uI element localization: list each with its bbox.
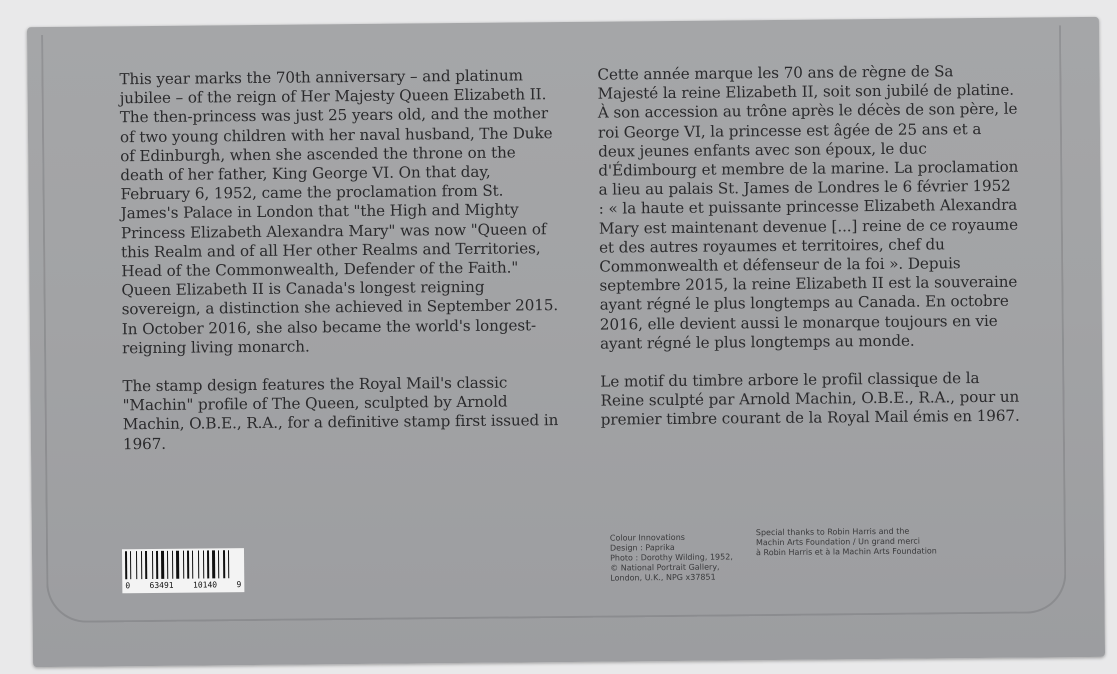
acknowledgements: Special thanks to Robin Harris and the Machin Arts Foundation / Un grand merci à Robin Harris et à la Machin Arts Foundation [755,526,937,558]
envelope-back [27,17,1105,667]
french-paragraph-2: Le motif du timbre arbore le profil classique de la Reine sculpté par Arnold Machin, O.B.E., R.A., pour un premier timbre courant de la Royal Mail émis en 1967. [600,369,1020,430]
english-paragraph-2: The stamp design features the Royal Mail's classic "Machin" profile of The Queen, sculpted by Arnold Machin, O.B.E., R.A., for a definitive stamp first issued in 1967. [122,373,559,453]
english-paragraph-1: This year marks the 70th anniversary – and platinum jubilee – of the reign of Her Majesty Queen Elizabeth II. The then-princess was just 25 years old, and the mother of two young children with her naval husband, The Duke of Edinburgh, when she ascended the throne on the death of her father, King George VI. On that day, February 6, 1952, came the proclamation from St. James's Palace in London that "the High and Mighty Princess Elizabeth Alexandra Mary" was now "Queen of this Realm and of all Her other Realms and Territories, Head of the Commonwealth, Defender of the Faith." Queen Elizabeth II is Canada's longest reigning sovereign, a distinction she achieved in September 2015. In October 2016, she also became the world's longest-reigning living monarch. [119,66,559,358]
french-paragraph-1: Cette année marque les 70 ans de règne de Sa Majesté la reine Elizabeth II, soit son jubilé de platine. À son accession au trône après le décès de son père, le roi George VI, la princesse est âgée de 25 ans et a deux jeunes enfants avec son époux, le duc d'Édimbourg et membre de la marine. La proclamation a lieu au palais St. James de Londres le 6 février 1952 : « la haute et puissante princesse Elizabeth Alexandra Mary est maintenant devenue [...] reine de ce royaume et des autres royaumes et territoires, chef du Commonwealth et défenseur de la foi ». Depuis septembre 2015, la reine Elizabeth II est la souveraine ayant régné le plus longtemps au Canada. En octobre 2016, elle devient aussi le monarque toujours en vie ayant régné le plus longtemps au monde. [597,62,1019,353]
barcode-bars [125,550,241,579]
barcode-digit-right: 9 [236,580,242,590]
french-text-column [597,62,1021,450]
barcode-digits-group-2: 10140 [192,580,218,590]
barcode-digits-group-1: 63491 [149,580,174,591]
barcode-number [125,580,241,590]
english-text-column [119,66,563,473]
barcode [122,548,244,593]
design-credits: Colour Innovations Design : Paprika Photo : Dorothy Wilding, 1952, © National Portrait Gallery, London, U.K., NPG x37851 [609,532,733,583]
barcode-digit-left: 0 [125,581,131,591]
